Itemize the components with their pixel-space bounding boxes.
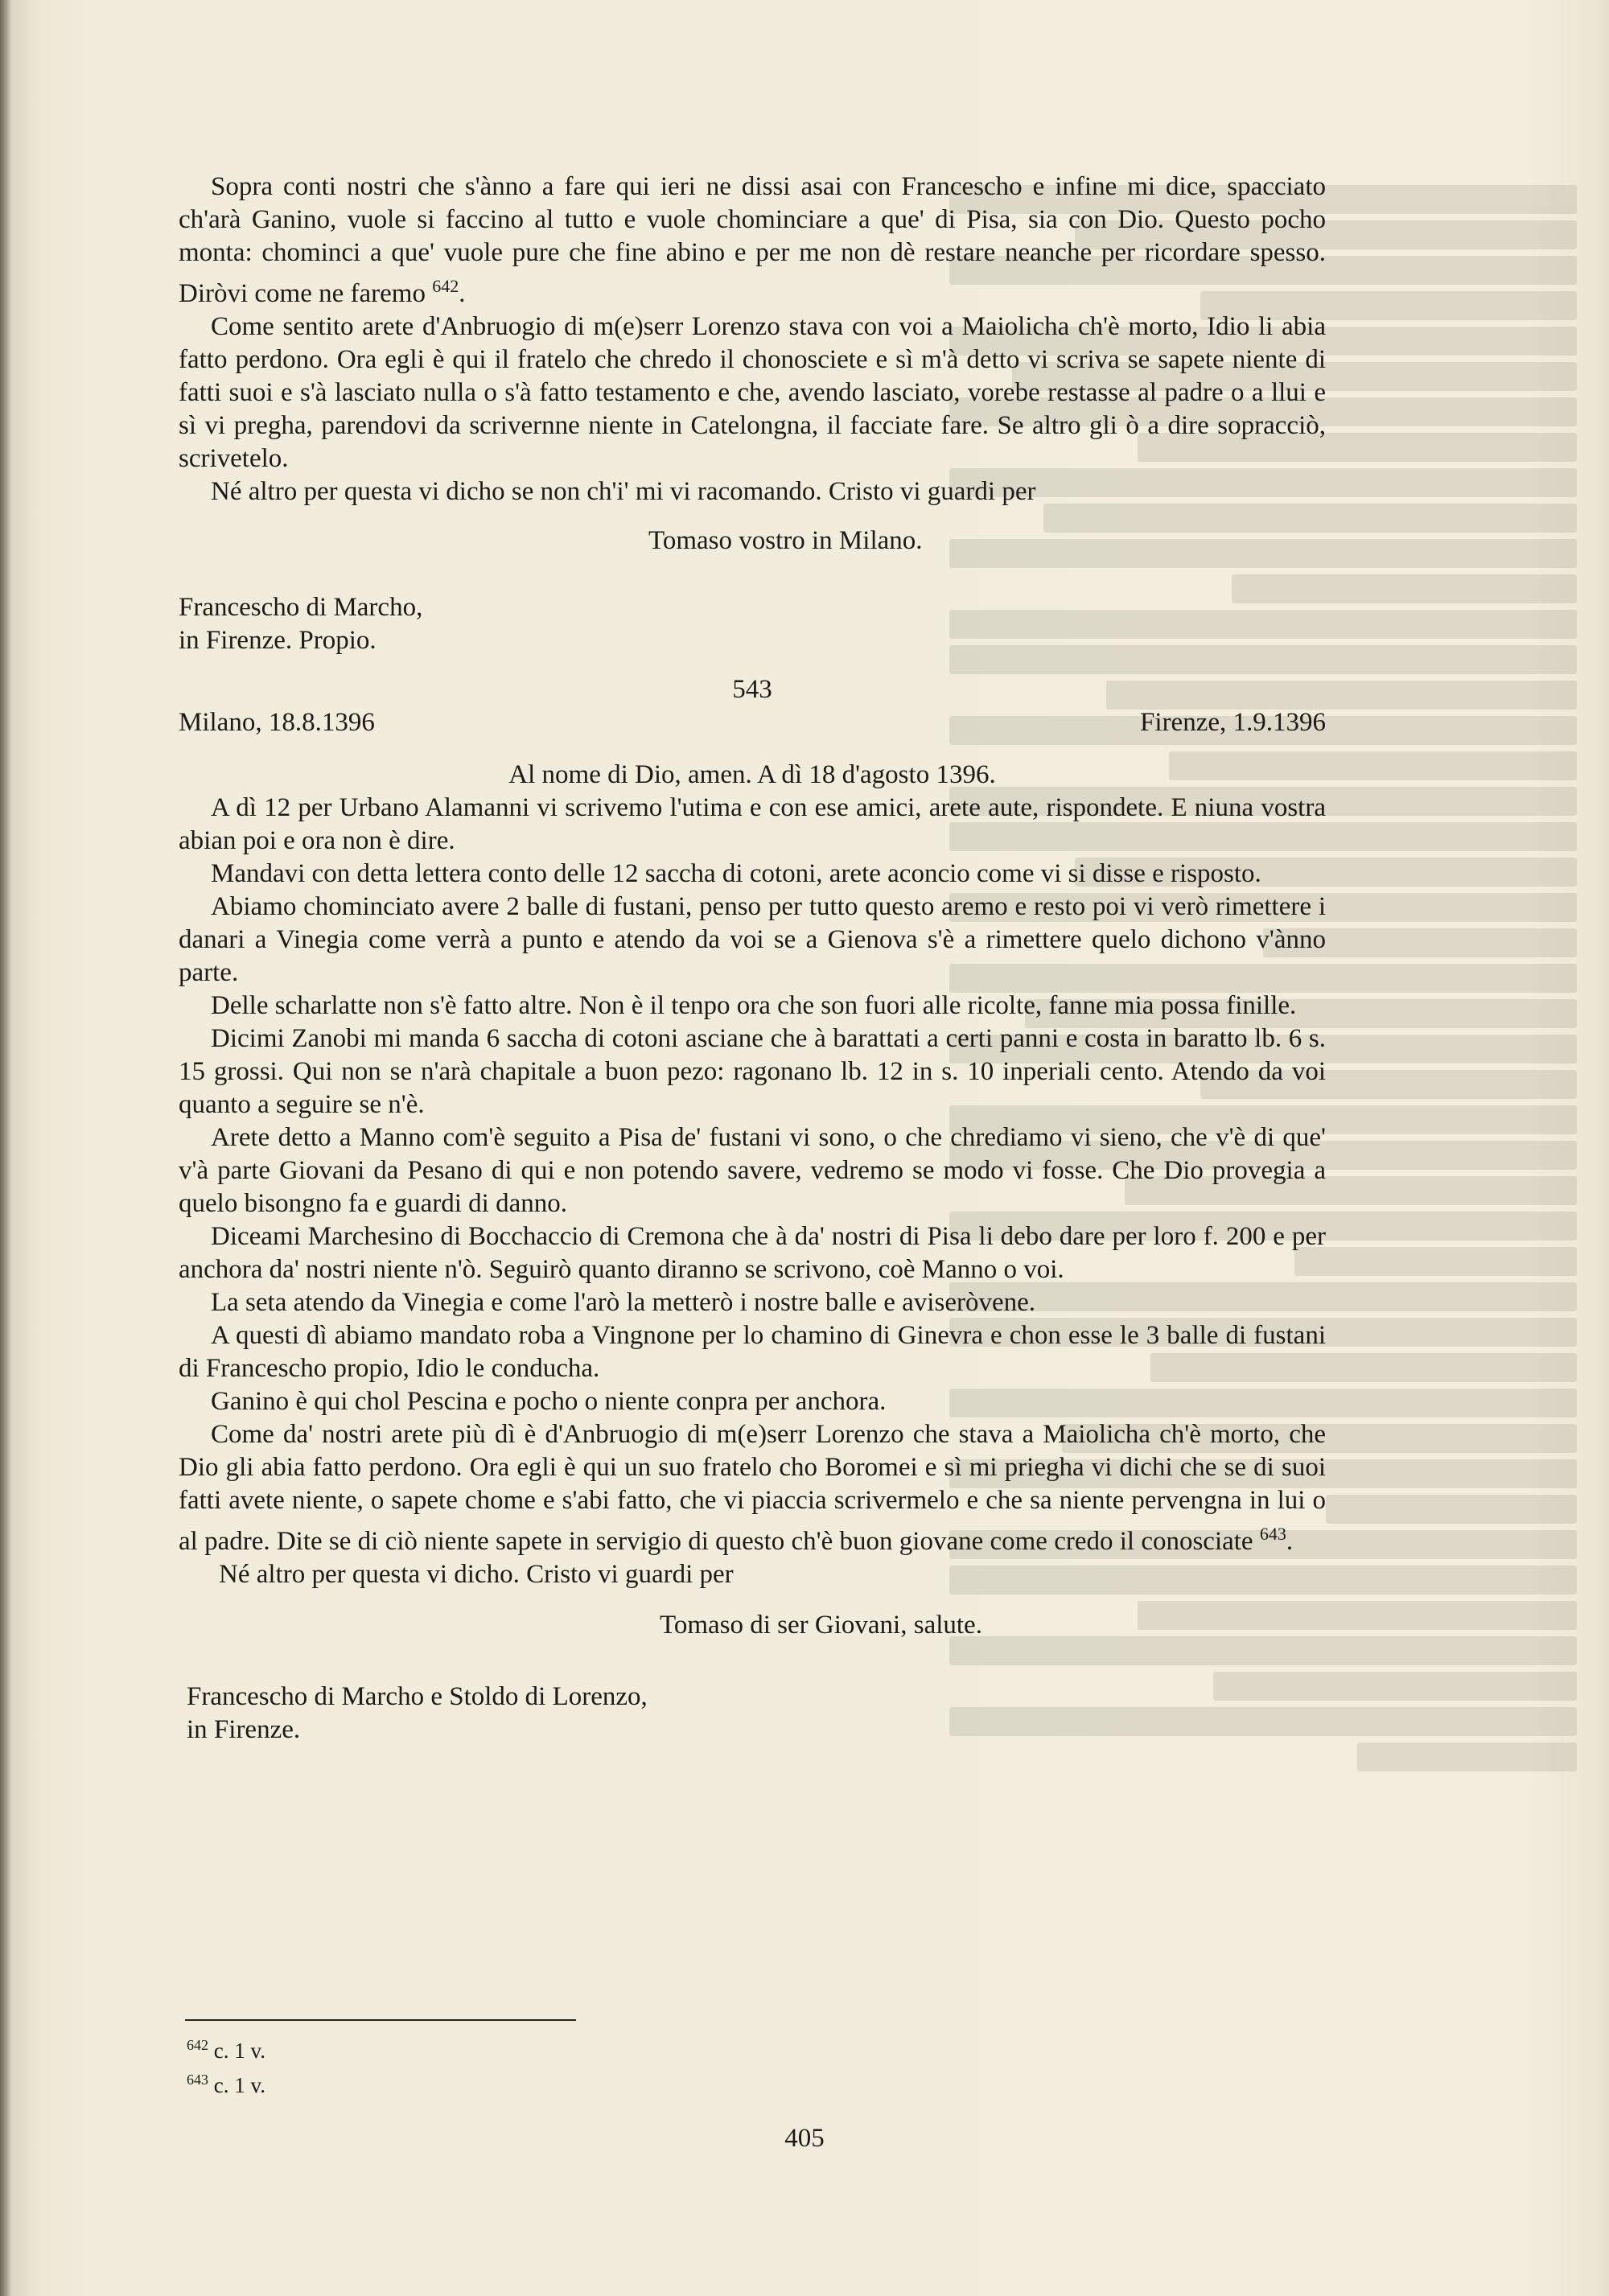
letter-543-address-line-1: Francescho di Marcho e Stoldo di Lorenzo,: [187, 1682, 648, 1711]
letter-542-address-line-2: in Firenze. Propio.: [179, 626, 377, 655]
footnote: $^{643}$ c. 1 v.: [187, 2072, 265, 2097]
letter-543-paragraph: Ganino è qui chol Pescina e pocho o niente conpra per anchora.: [211, 1387, 887, 1416]
letter-543-paragraph: Come da' nostri arete più dì è d'Anbruogio di m(e)serr Lorenzo che stava a Maiolicha ch'è morto, che Dio gli abia fatto perdono. Ora egli è qui un suo fratelo cho Boromei e sì mi priegha vi dichi che se di suoi fatti avete niente, o sapete chome e s'abi fatto, che vi piaccia scrivermelo e che sa niente pervengna in lui o al padre. Dite se di ciò niente sapete in servigio di questo ch'è buon giovane come credo il conosciate $^{643}$.: [179, 1420, 1326, 1556]
footnote-ref-643: 643: [1259, 1524, 1286, 1544]
letter-543-paragraph: Diceami Marchesino di Bocchaccio di Cremona che à da' nostri di Pisa li debo dare per loro f. 200 e per anchora da' nostri niente n'ò. Seguirò quanto diranno se scrivono, coè Manno o voi.: [179, 1222, 1326, 1284]
page-number: 405: [784, 2124, 825, 2153]
letter-543-paragraph: Arete detto a Manno com'è seguito a Pisa de' fustani vi sono, o che chrediamo vi sieno, che v'è di que' v'à parte Giovani da Pesano di qui e non potendo savere, vedremo se modo vi fosse. Che Dio provegia a quelo bisongno fa e guardi di danno.: [179, 1123, 1326, 1218]
letter-542-paragraph-3: Né altro per questa vi dicho se non ch'i' mi vi racomando. Cristo vi guardi per: [211, 477, 1036, 506]
footnote: $^{642}$ c. 1 v.: [187, 2037, 265, 2063]
letter-543-signature: Tomaso di ser Giovani, salute.: [660, 1611, 982, 1640]
footnote-ref-642: 642: [432, 276, 459, 296]
from-place-date: Milano, 18.8.1396: [179, 708, 375, 737]
footnote-divider: [185, 2019, 576, 2021]
book-spine: [0, 0, 11, 2296]
letter-543-paragraph: A dì 12 per Urbano Alamanni vi scrivemo l'utima e con ese amici, arete aute, rispondete. E niuna vostra abian poi e ora non è dire.: [179, 793, 1326, 855]
letter-543-header: [179, 706, 1326, 739]
letter-543-paragraph: Abiamo chominciato avere 2 balle di fustani, penso per tutto questo aremo e resto poi vi verò rimettere i danari a Vinegia come verrà a punto e atendo da voi se a Gienova s'è a rimettere quelo dichono v'ànno parte.: [179, 892, 1326, 987]
letter-542-signature: Tomaso vostro in Milano.: [648, 526, 923, 555]
letter-543-paragraph: Né altro per questa vi dicho. Cristo vi guardi per: [219, 1560, 734, 1589]
letter-543-paragraph: Delle scharlatte non s'è fatto altre. Non è il tenpo ora che son fuori alle ricolte, fanne mia possa finille.: [211, 991, 1297, 1020]
letter-543-address-line-2: in Firenze.: [187, 1715, 301, 1744]
letter-543-invocation: Al nome di Dio, amen. A dì 18 d'agosto 1396.: [508, 760, 996, 789]
to-place-date: Firenze, 1.9.1396: [1140, 708, 1326, 737]
footnotes: [187, 2031, 265, 2100]
letter-543-paragraph: Mandavi con detta lettera conto delle 12 saccha di cotoni, arete aconcio come vi si disse e risposto.: [211, 859, 1261, 888]
letter-number: 543: [732, 675, 772, 704]
letter-543-paragraph: La seta atendo da Vinegia e come l'arò la metterò i nostre balle e aviseròvene.: [211, 1288, 1035, 1317]
letter-543-paragraph: A questi dì abiamo mandato roba a Vingnone per lo chamino di Ginevra e chon esse le 3 balle di fustani di Francescho propio, Idio le conducha.: [179, 1321, 1326, 1383]
letter-543-paragraph: Dicimi Zanobi mi manda 6 saccha di cotoni asciane che à barattati a certi panni e costa in baratto lb. 6 s. 15 grossi. Qui non se n'arà chapitale a buon pezo: ragonano lb. 12 in s. 10 inperiali cento. Atendo da voi quanto a seguire se n'è.: [179, 1024, 1326, 1119]
letter-542-paragraph-2: Come sentito arete d'Anbruogio di m(e)serr Lorenzo stava con voi a Maiolicha ch'è morto, Idio li abia fatto perdono. Ora egli è qui il fratelo che chredo il chonosciete e sì m'à detto vi scriva se sapete niente di fatti suoi e s'à lasciato nulla o s'à fatto testamento e che, avendo lasciato, vorebe restasse al padre o a llui e sì vi pregha, parendovi da scrivernne niente in Catelongna, il facciate fare. Se altro gli ò a dire sopracciò, scrivetelo.: [179, 312, 1326, 473]
letter-542-paragraph-1: Sopra conti nostri che s'ànno a fare qui ieri ne dissi asai con Francescho e infine mi dice, spacciato ch'arà Ganino, vuole si faccino al tutto e vuole chominciare a que' di Pisa, sia con Dio. Questo pocho monta: chominci a que' vuole pure che fine abino e per me non dè restare neanche per ricordare spesso. Diròvi come ne faremo $^{642}$.: [179, 172, 1326, 308]
letter-542-address-line-1: Francescho di Marcho,: [179, 593, 423, 622]
main-text: [179, 171, 1326, 1747]
